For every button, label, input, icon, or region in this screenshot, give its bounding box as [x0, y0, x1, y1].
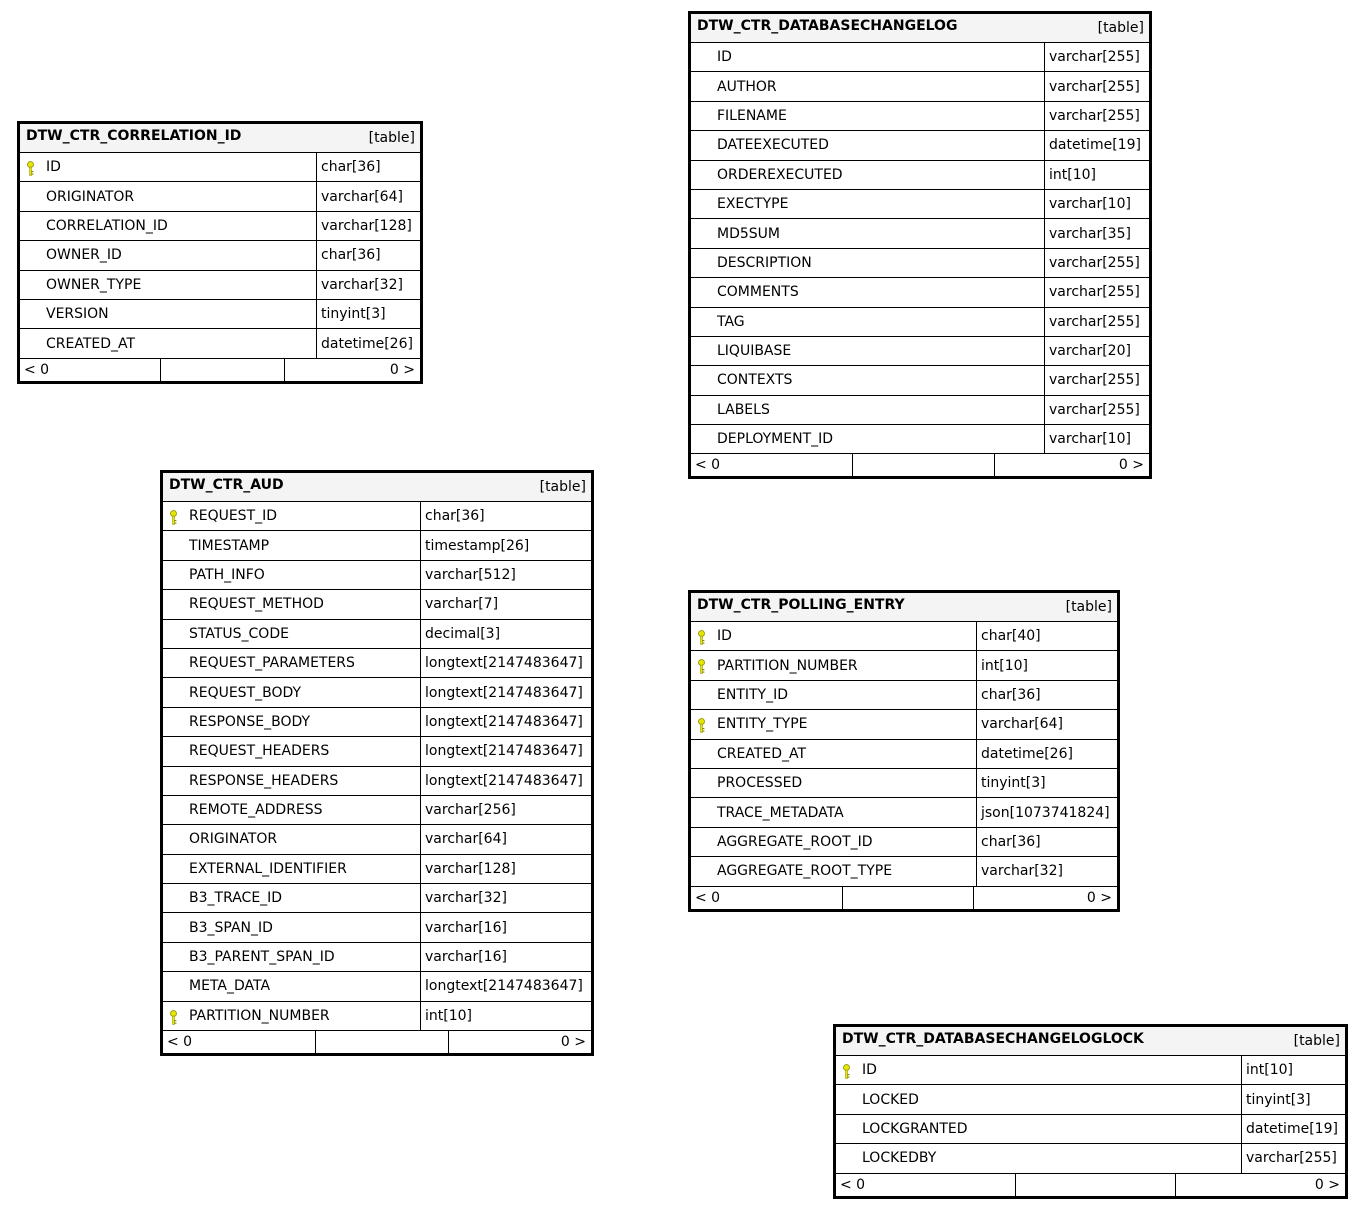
table-name: DTW_CTR_CORRELATION_ID [26, 128, 242, 144]
column-type: int[10] [1049, 166, 1096, 183]
column-name [163, 737, 421, 765]
column-row[interactable] [163, 678, 591, 707]
column-name [836, 1144, 1242, 1172]
primary-key-icon [698, 659, 705, 674]
column-name-label: RESPONSE_HEADERS [189, 772, 339, 789]
column-row[interactable] [691, 651, 1117, 680]
column-row[interactable] [691, 219, 1149, 248]
column-name [691, 278, 1045, 306]
column-name-label: CREATED_AT [717, 745, 807, 762]
column-name-label: PARTITION_NUMBER [189, 1007, 330, 1024]
column-row[interactable] [691, 396, 1149, 425]
column-name-label: ORIGINATOR [189, 831, 278, 848]
column-row[interactable] [691, 740, 1117, 769]
column-type: tinyint[3] [321, 306, 386, 323]
column-row[interactable] [163, 649, 591, 678]
column-type: varchar[64] [425, 831, 507, 848]
column-name [691, 72, 1045, 100]
column-name [20, 153, 317, 181]
column-type: longtext[2147483647] [425, 743, 583, 760]
primary-key-icon [698, 718, 705, 733]
footer-children-count[interactable]: 0 > [1086, 889, 1112, 906]
column-row[interactable] [20, 300, 420, 329]
column-row[interactable] [163, 825, 591, 854]
column-name-label: MD5SUM [717, 225, 780, 242]
table-aud[interactable] [160, 470, 594, 1056]
column-name [836, 1056, 1242, 1084]
column-row[interactable] [691, 190, 1149, 219]
column-name-label: OWNER_ID [46, 247, 122, 264]
column-row[interactable] [163, 502, 591, 531]
column-type: char[36] [321, 247, 381, 264]
column-name-label: EXTERNAL_IDENTIFIER [189, 860, 347, 877]
column-type: json[1073741824] [981, 804, 1110, 821]
column-name [691, 102, 1045, 130]
column-name [691, 740, 977, 768]
column-row[interactable] [163, 708, 591, 737]
footer-children-count[interactable]: 0 > [1118, 457, 1144, 474]
table-header [20, 124, 420, 153]
column-type: datetime[26] [321, 335, 413, 352]
column-type: varchar[16] [425, 949, 507, 966]
column-name-label: EXECTYPE [717, 196, 789, 213]
column-type: char[36] [981, 686, 1041, 703]
table-kind: [table] [1293, 1033, 1340, 1049]
column-name-label: AUTHOR [717, 78, 777, 95]
column-type: char[36] [425, 508, 485, 525]
column-row[interactable] [691, 622, 1117, 651]
table-databasechangeloglock[interactable] [833, 1024, 1348, 1199]
column-type: varchar[256] [425, 802, 516, 819]
column-row[interactable] [163, 561, 591, 590]
footer-parents-count[interactable]: < 0 [695, 457, 721, 474]
column-name-label: FILENAME [717, 107, 787, 124]
column-name-label: PROCESSED [717, 775, 803, 792]
column-type: varchar[255] [1049, 401, 1140, 418]
column-name [163, 796, 421, 824]
column-name-label: VERSION [46, 306, 109, 323]
column-name [691, 43, 1045, 71]
column-name [691, 308, 1045, 336]
column-row[interactable] [691, 769, 1117, 798]
column-name-label: LIQUIBASE [717, 343, 792, 360]
column-row[interactable] [836, 1085, 1345, 1114]
column-type: varchar[255] [1049, 78, 1140, 95]
column-type: tinyint[3] [1246, 1091, 1311, 1108]
column-type: varchar[10] [1049, 196, 1131, 213]
column-name-label: TRACE_METADATA [717, 804, 844, 821]
table-header [691, 14, 1149, 43]
column-row[interactable] [691, 72, 1149, 101]
column-type: varchar[32] [425, 890, 507, 907]
footer-parents-count[interactable]: < 0 [840, 1176, 866, 1193]
table-name: DTW_CTR_POLLING_ENTRY [697, 597, 905, 613]
column-row[interactable] [20, 271, 420, 300]
footer-spacer [160, 359, 285, 381]
column-type: varchar[255] [1049, 372, 1140, 389]
column-type: longtext[2147483647] [425, 713, 583, 730]
column-row[interactable] [163, 531, 591, 560]
column-row[interactable] [163, 943, 591, 972]
column-name [163, 531, 421, 559]
column-name-label: PARTITION_NUMBER [717, 657, 858, 674]
column-row[interactable] [163, 972, 591, 1001]
column-row[interactable] [20, 153, 420, 182]
table-footer [163, 1031, 591, 1053]
column-type: varchar[255] [1049, 107, 1140, 124]
column-name [163, 1002, 421, 1030]
column-type: varchar[255] [1049, 284, 1140, 301]
column-type: datetime[26] [981, 745, 1073, 762]
table-name: DTW_CTR_DATABASECHANGELOGLOCK [842, 1031, 1144, 1047]
column-row[interactable] [20, 182, 420, 211]
column-name-label: B3_PARENT_SPAN_ID [189, 949, 335, 966]
footer-parents-count[interactable]: < 0 [167, 1034, 193, 1051]
column-row[interactable] [691, 161, 1149, 190]
column-name [163, 855, 421, 883]
column-name [691, 769, 977, 797]
column-type: longtext[2147483647] [425, 978, 583, 995]
column-row[interactable] [163, 884, 591, 913]
column-name [163, 502, 421, 530]
column-row[interactable] [691, 249, 1149, 278]
column-name-label: OWNER_TYPE [46, 276, 142, 293]
footer-spacer [1015, 1174, 1176, 1196]
column-row[interactable] [20, 329, 420, 358]
column-name-label: AGGREGATE_ROOT_TYPE [717, 863, 893, 880]
table-header [163, 473, 591, 502]
column-name [691, 190, 1045, 218]
column-type: varchar[255] [1246, 1150, 1337, 1167]
footer-parents-count[interactable]: < 0 [24, 361, 50, 378]
table-kind: [table] [1097, 20, 1144, 36]
column-name [163, 825, 421, 853]
column-row[interactable] [691, 857, 1117, 886]
column-name-label: STATUS_CODE [189, 625, 289, 642]
column-name-label: ID [862, 1062, 877, 1079]
column-name-label: ORIGINATOR [46, 188, 135, 205]
column-type: varchar[64] [981, 716, 1063, 733]
column-type: tinyint[3] [981, 775, 1046, 792]
column-row[interactable] [691, 337, 1149, 366]
column-name-label: DESCRIPTION [717, 254, 812, 271]
column-name-label: CREATED_AT [46, 335, 136, 352]
column-type: varchar[35] [1049, 225, 1131, 242]
column-name [691, 622, 977, 650]
column-row[interactable] [163, 855, 591, 884]
table-kind: [table] [539, 479, 586, 495]
column-row[interactable] [163, 796, 591, 825]
table-name: DTW_CTR_DATABASECHANGELOG [697, 18, 958, 34]
column-name [691, 425, 1045, 453]
column-name-label: REQUEST_HEADERS [189, 743, 330, 760]
primary-key-icon [843, 1064, 850, 1079]
primary-key-icon [170, 1010, 177, 1025]
column-name [691, 161, 1045, 189]
column-name-label: RESPONSE_BODY [189, 713, 311, 730]
column-name [163, 590, 421, 618]
table-footer [691, 454, 1149, 476]
column-row[interactable] [836, 1056, 1345, 1085]
column-name [163, 678, 421, 706]
column-name-label: ID [717, 49, 732, 66]
column-name [691, 249, 1045, 277]
column-name [20, 300, 317, 328]
table-databasechangelog[interactable] [688, 11, 1152, 479]
column-row[interactable] [836, 1115, 1345, 1144]
column-name [20, 182, 317, 210]
column-row[interactable] [691, 798, 1117, 827]
column-row[interactable] [163, 620, 591, 649]
column-name-label: CORRELATION_ID [46, 217, 168, 234]
column-row[interactable] [163, 1002, 591, 1031]
column-name [691, 857, 977, 885]
column-name [163, 649, 421, 677]
column-name-label: LOCKGRANTED [862, 1120, 968, 1137]
column-type: varchar[255] [1049, 49, 1140, 66]
column-type: varchar[10] [1049, 431, 1131, 448]
column-name [163, 561, 421, 589]
column-row[interactable] [163, 767, 591, 796]
column-name [691, 681, 977, 709]
column-name [163, 767, 421, 795]
column-name [20, 271, 317, 299]
footer-spacer [315, 1031, 449, 1053]
table-polling-entry[interactable] [688, 590, 1120, 912]
column-name-label: REQUEST_PARAMETERS [189, 655, 355, 672]
column-type: varchar[64] [321, 188, 403, 205]
column-name-label: REQUEST_METHOD [189, 596, 324, 613]
column-name-label: ID [717, 628, 732, 645]
column-name [20, 329, 317, 357]
column-row[interactable] [691, 425, 1149, 454]
column-name [691, 798, 977, 826]
column-name [163, 943, 421, 971]
column-row[interactable] [691, 102, 1149, 131]
column-type: longtext[2147483647] [425, 684, 583, 701]
column-name [163, 972, 421, 1000]
column-name-label: META_DATA [189, 978, 271, 995]
column-type: longtext[2147483647] [425, 655, 583, 672]
column-name [691, 828, 977, 856]
column-name [836, 1085, 1242, 1113]
table-kind: [table] [368, 130, 415, 146]
column-type: timestamp[26] [425, 537, 530, 554]
column-type: varchar[20] [1049, 343, 1131, 360]
primary-key-icon [698, 630, 705, 645]
column-type: int[10] [981, 657, 1028, 674]
footer-spacer [852, 454, 995, 476]
column-name-label: TIMESTAMP [189, 537, 270, 554]
column-row[interactable] [20, 241, 420, 270]
column-name [163, 620, 421, 648]
column-row[interactable] [20, 212, 420, 241]
column-row[interactable] [163, 913, 591, 942]
column-type: char[36] [981, 833, 1041, 850]
primary-key-icon [170, 510, 177, 525]
column-name-label: REQUEST_BODY [189, 684, 302, 701]
column-row[interactable] [691, 681, 1117, 710]
column-name-label: AGGREGATE_ROOT_ID [717, 833, 873, 850]
column-type: varchar[32] [321, 276, 403, 293]
column-row[interactable] [691, 131, 1149, 160]
table-header [836, 1027, 1345, 1056]
column-name-label: ID [46, 159, 61, 176]
table-name: DTW_CTR_AUD [169, 477, 284, 493]
column-name [163, 913, 421, 941]
column-name-label: B3_TRACE_ID [189, 890, 283, 907]
column-name [691, 337, 1045, 365]
column-row[interactable] [691, 366, 1149, 395]
column-name [691, 219, 1045, 247]
column-type: varchar[512] [425, 566, 516, 583]
table-kind: [table] [1065, 599, 1112, 615]
column-type: decimal[3] [425, 625, 501, 642]
column-type: char[36] [321, 159, 381, 176]
column-type: datetime[19] [1049, 137, 1141, 154]
column-name-label: ENTITY_ID [717, 686, 789, 703]
column-type: varchar[16] [425, 919, 507, 936]
column-name-label: CONTEXTS [717, 372, 793, 389]
column-row[interactable] [163, 737, 591, 766]
column-name [836, 1115, 1242, 1143]
footer-children-count[interactable]: 0 > [389, 361, 415, 378]
column-type: datetime[19] [1246, 1120, 1338, 1137]
column-row[interactable] [691, 278, 1149, 307]
column-type: int[10] [425, 1007, 472, 1024]
column-type: int[10] [1246, 1062, 1293, 1079]
column-name-label: TAG [717, 313, 745, 330]
column-name-label: ENTITY_TYPE [717, 716, 808, 733]
column-name-label: ORDEREXECUTED [717, 166, 843, 183]
column-name-label: PATH_INFO [189, 566, 265, 583]
column-name [20, 212, 317, 240]
column-name [691, 651, 977, 679]
column-type: char[40] [981, 628, 1041, 645]
column-type: varchar[128] [425, 860, 516, 877]
column-name [691, 710, 977, 738]
column-name-label: REQUEST_ID [189, 508, 278, 525]
column-name [163, 884, 421, 912]
primary-key-icon [27, 161, 34, 176]
column-name-label: DATEEXECUTED [717, 137, 829, 154]
column-type: varchar[7] [425, 596, 499, 613]
column-name [20, 241, 317, 269]
column-row[interactable] [691, 828, 1117, 857]
column-name-label: REMOTE_ADDRESS [189, 802, 323, 819]
column-name-label: LABELS [717, 401, 770, 418]
column-name [691, 366, 1045, 394]
column-name-label: LOCKED [862, 1091, 919, 1108]
column-name-label: COMMENTS [717, 284, 799, 301]
column-row[interactable] [691, 710, 1117, 739]
column-name [163, 708, 421, 736]
footer-parents-count[interactable]: < 0 [695, 889, 721, 906]
table-footer [20, 359, 420, 381]
column-name-label: DEPLOYMENT_ID [717, 431, 834, 448]
column-row[interactable] [163, 590, 591, 619]
footer-children-count[interactable]: 0 > [560, 1034, 586, 1051]
column-type: varchar[255] [1049, 313, 1140, 330]
table-header [691, 593, 1117, 622]
column-name-label: B3_SPAN_ID [189, 919, 273, 936]
column-row[interactable] [836, 1144, 1345, 1173]
footer-spacer [842, 887, 974, 909]
column-type: varchar[255] [1049, 254, 1140, 271]
column-type: longtext[2147483647] [425, 772, 583, 789]
column-row[interactable] [691, 308, 1149, 337]
column-name [691, 131, 1045, 159]
column-name [691, 396, 1045, 424]
column-type: varchar[32] [981, 863, 1063, 880]
column-type: varchar[128] [321, 217, 412, 234]
table-footer [836, 1174, 1345, 1196]
column-name-label: LOCKEDBY [862, 1150, 937, 1167]
footer-children-count[interactable]: 0 > [1314, 1176, 1340, 1193]
table-correlation-id[interactable] [17, 121, 423, 384]
column-row[interactable] [691, 43, 1149, 72]
table-footer [691, 887, 1117, 909]
